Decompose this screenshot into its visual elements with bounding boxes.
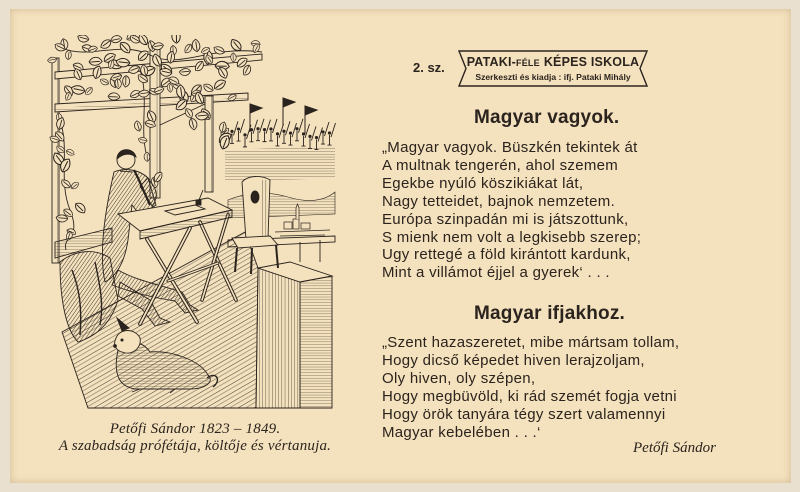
vine-leaf (122, 75, 131, 87)
poem-line: Oly hiven, oly szépen, (382, 369, 536, 387)
soldier-head (321, 130, 324, 133)
vine-leaf (202, 82, 215, 94)
vine-leaf (138, 136, 148, 144)
soldier-head (256, 127, 259, 130)
poem-line: Hogy örök tanyára tégy szert valamennyi (382, 405, 666, 423)
author-signature: Petőfi Sándor (633, 440, 716, 456)
poem-line: „Szent hazaszeretet, mibe mártsam tollam, (382, 334, 680, 351)
poem-title: Magyar ifjakhoz. (474, 303, 626, 324)
poem-line: A multnak tengerén, ahol szemem (382, 156, 619, 174)
vine-leaf (179, 68, 190, 75)
soldier-head (295, 127, 298, 130)
vine-leaf (189, 118, 198, 131)
publisher-banner (458, 50, 648, 87)
poem-line: S mienk nem volt a legkisebb szerep; (382, 228, 642, 246)
soldier-head (237, 127, 240, 130)
soldier-head (315, 136, 318, 139)
vine-leaf (212, 44, 225, 56)
soldier-head (289, 132, 292, 135)
vine-leaf (144, 152, 151, 162)
publisher-name (458, 55, 648, 69)
vine-leaf (70, 181, 80, 190)
vine-leaf (171, 35, 181, 44)
vine-leaf (167, 83, 173, 92)
soldier-head (263, 128, 266, 131)
publisher-name-main: PATAKI- (466, 55, 516, 69)
vine-leaf (91, 65, 103, 80)
poem-line: Európa szinpadán mi is játszottunk, (382, 210, 629, 228)
soldier-head (230, 130, 233, 133)
vine-leaf (184, 107, 194, 119)
poem-body (382, 139, 641, 282)
battle-flag (283, 98, 295, 126)
vine-leaf (60, 178, 72, 191)
vine-leaf (138, 90, 149, 97)
publisher-title: KÉPES ISKOLA (543, 55, 640, 69)
vine-leaf (134, 120, 142, 131)
poem-line: Magyar kebelében . . .‘ (382, 423, 541, 441)
vine-leaf (74, 201, 88, 216)
vine-leaf (65, 148, 75, 157)
vine-leaf (89, 57, 102, 66)
soldier-head (308, 135, 311, 138)
illustration-caption-tagline: A szabadság prófétája, költője és vértanuja. (58, 438, 332, 454)
vine-leaf (176, 85, 185, 99)
battle-scene (225, 98, 336, 218)
soldier-head (243, 133, 246, 136)
vine-leaf (212, 78, 227, 91)
poem-line: Hogy megbüvöld, ki rád szemét fogja vetni (382, 387, 677, 405)
poem-line: Nagy tetteidet, bajnok nemzetem. (382, 192, 616, 210)
soldier-head (269, 127, 272, 130)
soldier-head (282, 130, 285, 133)
poem-line: Ugy rettegé a föld kirántott kardunk, (382, 246, 631, 264)
vine-leaf (99, 77, 110, 87)
issue-number: 2. sz. (413, 60, 445, 75)
soldier-head (328, 131, 331, 134)
poem-body (382, 334, 679, 441)
publisher-name-suffix: FÉLE (516, 58, 540, 68)
illustration-caption-name: Petőfi Sándor 1823 – 1849. (109, 421, 281, 437)
vine-leaf (77, 35, 90, 44)
petofi-illustration (45, 35, 345, 420)
vine-leaf (108, 92, 121, 101)
vine-leaf (192, 39, 200, 51)
publisher-editor: Szerkeszti és kiadja : ifj. Pataki Mihály (475, 72, 631, 82)
poem-line: Mint a villámot éjjel a gyerek‘ . . . (382, 264, 610, 282)
battle-flag (250, 104, 262, 132)
poem-title: Magyar vagyok. (474, 107, 620, 128)
poem-line: Hogy dicső képedet hiven lerajzoljam, (382, 351, 645, 369)
poem-line: „Magyar vagyok. Büszkén tekintek át (382, 139, 638, 156)
poem-line: Egekbe nyúló köszikiákat lát, (382, 174, 584, 192)
vine-leaf (110, 35, 122, 43)
soldier-head (276, 132, 279, 135)
vine-leaf (118, 40, 132, 55)
